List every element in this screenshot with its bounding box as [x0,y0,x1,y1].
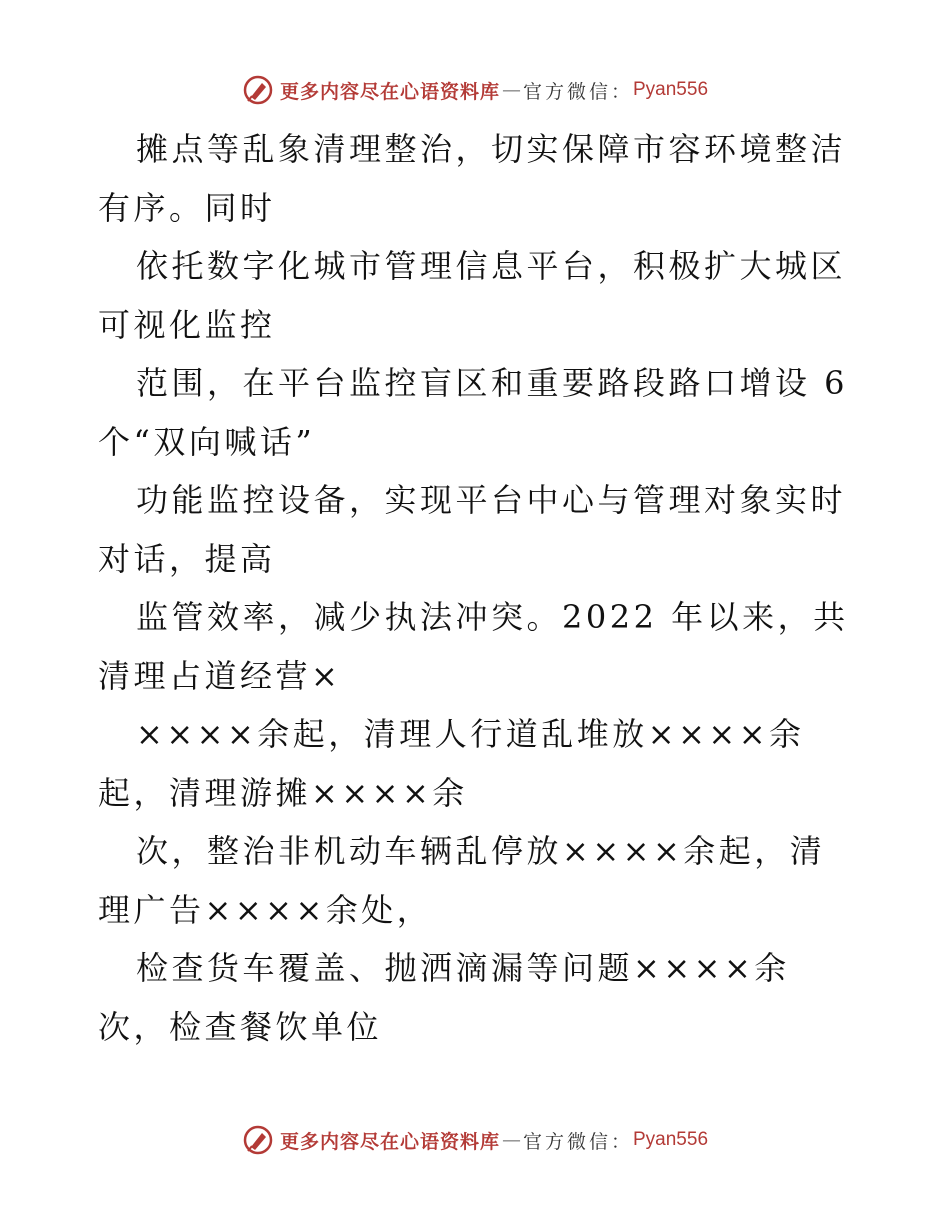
footer-banner [0,1120,950,1160]
banner-lead-text: 更多内容尽在心语资料库 [279,80,500,103]
paragraph: 功能监控设备，实现平台中心与管理对象实时对话，提高 [98,481,847,578]
paragraph: 检查货车覆盖、抛洒滴漏等问题××××余次，检查餐饮单位 [98,949,790,1046]
header-banner [0,70,950,110]
paragraph: 监管效率，减少执法冲突。2022 年以来，共清理占道经营× [98,598,849,695]
banner-lead-text: 更多内容尽在心语资料库 [279,1130,500,1153]
banner-dash: — [501,79,521,101]
banner-wechat-id: Pyan556 [633,79,709,100]
pen-nib-logo-icon [242,74,274,106]
document-body [98,120,858,1056]
banner-wechat-label: 官方微信： [522,80,633,103]
banner-wechat-label: 官方微信： [522,1130,633,1153]
banner-wechat-id: Pyan556 [633,1129,709,1150]
paragraph: 依托数字化城市管理信息平台，积极扩大城区可视化监控 [98,247,847,344]
paragraph: ××××余起，清理人行道乱堆放××××余起，清理游摊××××余 [98,715,805,812]
paragraph: 次，整治非机动车辆乱停放××××余起，清理广告××××余处， [98,832,826,929]
banner-dash: — [501,1129,521,1151]
paragraph: 范围，在平台监控盲区和重要路段路口增设 6 个“双向喊话” [98,364,849,461]
paragraph: 摊点等乱象清理整治，切实保障市容环境整洁有序。同时 [98,130,847,227]
pen-nib-logo-icon [242,1124,274,1156]
